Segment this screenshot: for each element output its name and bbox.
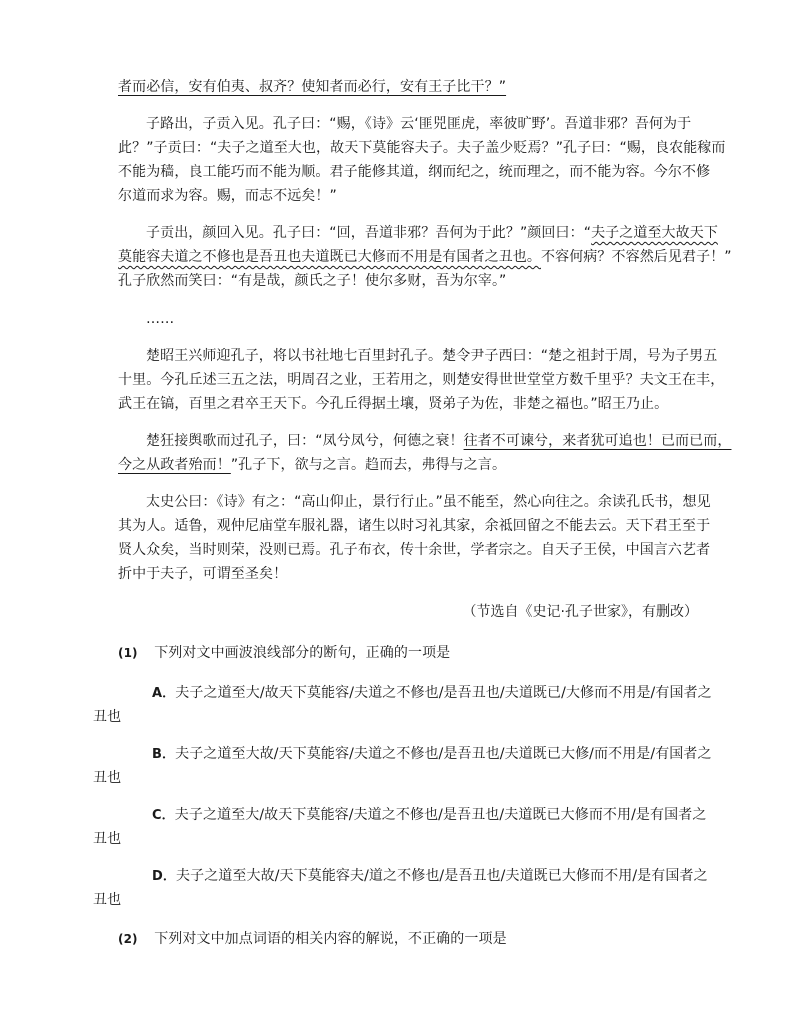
option-letter: C．	[152, 808, 175, 823]
option-text: 夫子之道至大/故天下莫能容/夫道之不修也/是吾丑也/夫道既已大修而不用/是有国者之	[174, 807, 707, 823]
option-text: 夫子之道至大故/天下莫能容/夫道之不修也/是吾丑也/夫道既已大修/而不用是/有国者之	[175, 746, 712, 762]
passage-line: 楚昭王兴师迎孔子，将以书社地七百里封孔子。楚令尹子西曰：“楚之祖封于周，号为子男五	[146, 348, 718, 364]
wavy-underlined-text: 莫能容夫道之不修也是吾丑也夫道既已大修而不用是有国者之丑也。	[118, 249, 541, 265]
passage-line: 折中于夫子，可谓至圣矣！	[118, 566, 288, 582]
option-b	[152, 743, 712, 766]
question-number: (1)	[118, 646, 138, 660]
question-2	[118, 928, 507, 950]
option-d	[152, 865, 708, 888]
question-1	[118, 642, 450, 664]
passage-line: 尔道而求为容。赐，而志不远矣！”	[118, 188, 337, 204]
option-c-continued: 丑也	[93, 831, 122, 847]
passage-line	[146, 222, 718, 244]
passage-line	[118, 246, 732, 268]
passage-line: 不能为穑，良工能巧而不能为顺。君子能修其道，纲而纪之，统而理之，而不能为容。今尔不修	[118, 164, 711, 180]
passage-line: 武王在镐，百里之君卒王天下。今孔丘得据土壤，贤弟子为佐，非楚之福也。”昭王乃止。	[118, 396, 669, 412]
passage-line: 十里。今孔丘述三五之法，明周召之业，王若用之，则楚安得世世堂堂方数千里乎？夫文王在丰，	[118, 372, 725, 388]
passage-line	[146, 430, 731, 452]
option-letter: B．	[152, 747, 176, 762]
passage-line: 此？”子贡曰：“夫子之道至大也，故天下莫能容夫子。夫子盖少贬焉？”孔子曰：“赐，良农能稼而	[118, 140, 726, 156]
passage-text: ”孔子下，欲与之言。趋而去，弗得与之言。	[230, 457, 507, 473]
option-letter: A．	[152, 686, 176, 701]
ellipsis: ……	[146, 311, 175, 327]
option-text: 夫子之道至大/故天下莫能容/夫道之不修也/是吾丑也/夫道既已/大修而不用是/有国者之	[175, 685, 712, 701]
passage-line	[118, 454, 506, 476]
passage-text: 子贡出，颜回入见。孔子曰：“回，吾道非邪？吾何为于此？”颜回曰：“	[146, 225, 592, 241]
passage-line: 太史公曰：《诗》有之：“高山仰止，景行行止。”虽不能至，然心向往之。余读孔氏书，想见	[146, 494, 711, 510]
option-text: 夫子之道至大故/天下莫能容夫/道之不修也/是吾丑也/夫道既已大修而不用/是有国者之	[176, 868, 708, 884]
option-a-continued: 丑也	[93, 709, 122, 725]
option-b-continued: 丑也	[93, 770, 122, 786]
option-letter: D．	[152, 869, 176, 884]
passage-line: 其为人。适鲁，观仲尼庙堂车服礼器，诸生以时习礼其家，余祗回留之不能去云。天下君王至于	[118, 518, 711, 534]
underlined-text: 往者不可谏兮，来者犹可追也！已而已而，	[463, 433, 732, 449]
passage-line: 孔子欣然而笑曰：“有是哉，颜氏之子！使尔多财，吾为尔宰。”	[118, 273, 507, 289]
wavy-underlined-text: 夫子之道至大故天下	[591, 225, 718, 241]
passage-line: 子路出，子贡入见。孔子曰：“赐，《诗》云‘匪兕匪虎，率彼旷野’。吾道非邪？吾何为于	[146, 116, 692, 132]
passage-line: 者而必信，安有伯夷、叔齐？使知者而必行，安有王子比干？”	[118, 79, 507, 95]
option-a	[152, 682, 712, 705]
option-c	[152, 804, 706, 827]
passage-line: 贤人众矣，当时则荣，没则已焉。孔子布衣，传十余世，学者宗之。自天子王侯，中国言六艺者	[118, 542, 711, 558]
option-d-continued: 丑也	[93, 892, 122, 908]
question-stem: 下列对文中画波浪线部分的断句，正确的一项是	[154, 645, 451, 661]
underlined-text: 今之从政者殆而！	[118, 457, 231, 473]
question-number: (2)	[118, 932, 138, 946]
passage-text: 不容何病？不容然后见君子！”	[541, 249, 732, 265]
question-stem: 下列对文中加点词语的相关内容的解说，不正确的一项是	[154, 931, 507, 947]
passage-text: 楚狂接舆歌而过孔子，曰：“凤兮凤兮，何德之衰！	[146, 433, 464, 449]
source-citation: （节选自《史记·孔子世家》，有删改）	[462, 604, 698, 620]
